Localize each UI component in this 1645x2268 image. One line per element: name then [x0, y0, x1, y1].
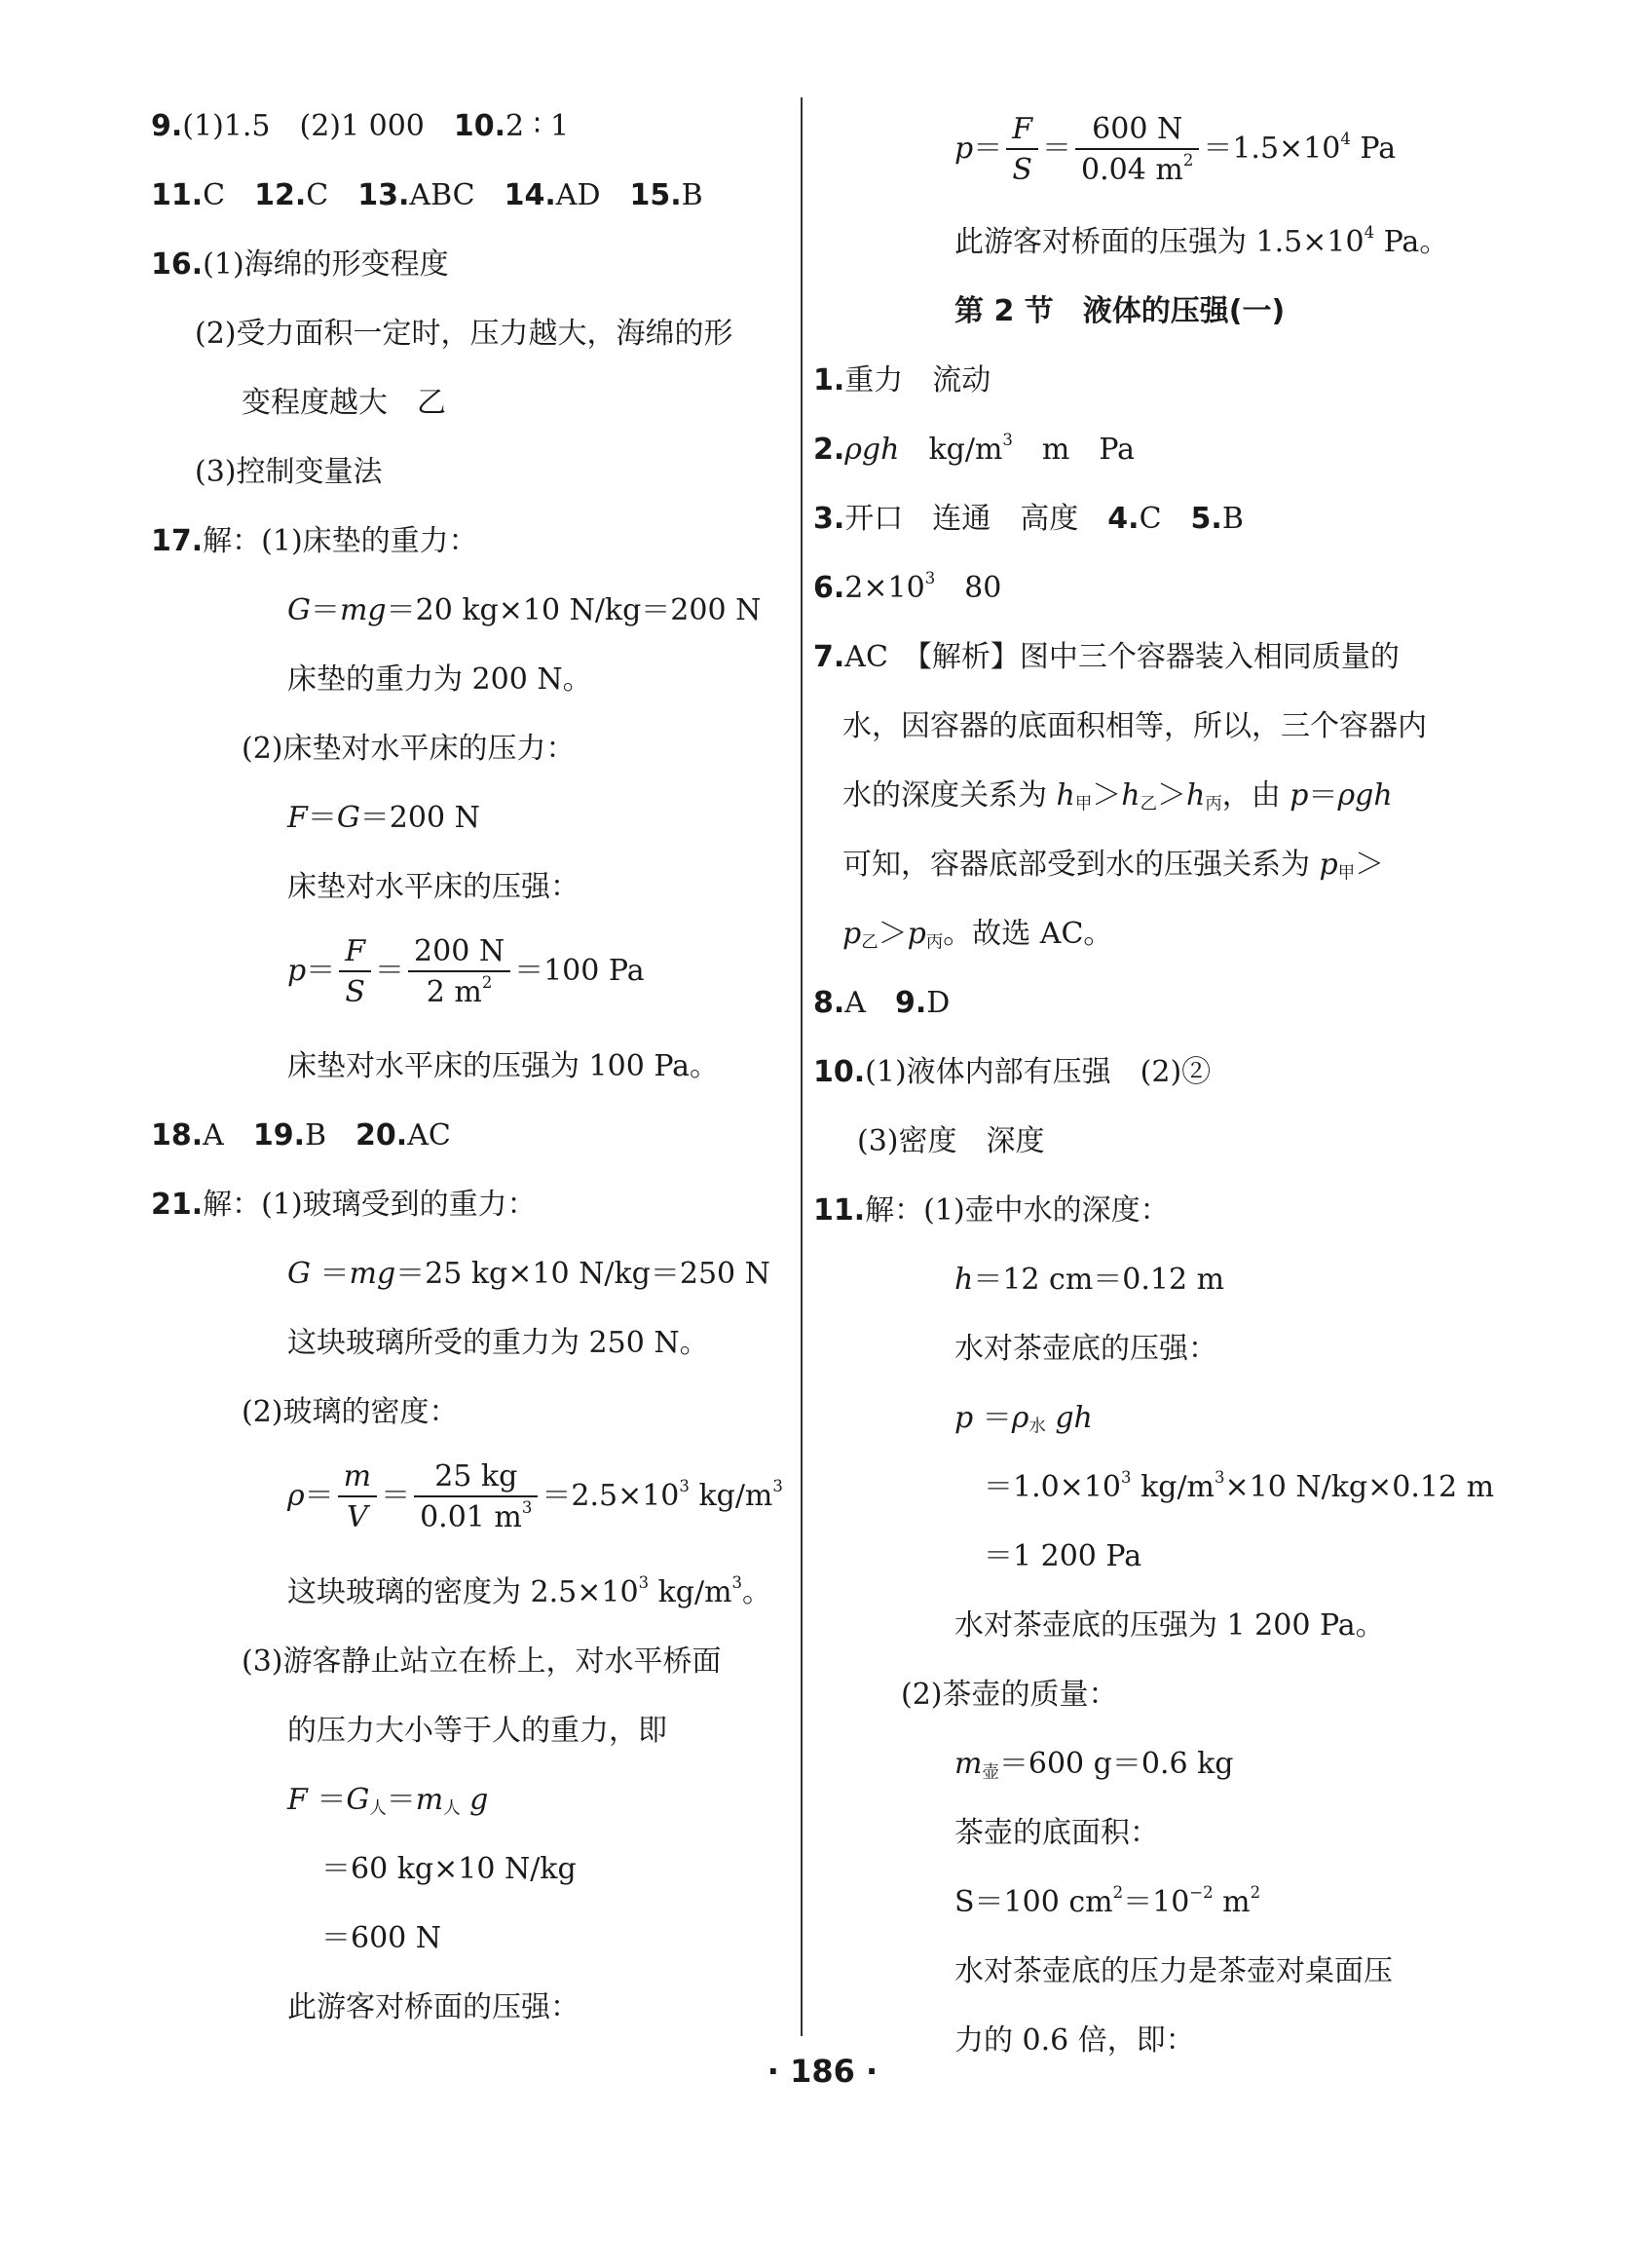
answer-3-5: 3.开口 连通 高度 4.C 5.B [813, 502, 1244, 536]
answer-7: 7.AC 【解析】图中三个容器装入相同质量的 [813, 640, 1400, 674]
equation-gravity: G＝mg＝20 kg×10 N/kg＝200 N [287, 593, 762, 627]
column-divider [801, 97, 803, 2036]
equation-line: ＝1 200 Pa [984, 1539, 1142, 1573]
equation-bridge-pressure: p＝ $\frac{F}{S}$ ＝ $\frac{600 N}{0.04 m^2}$ $=1.5\times 10^4$ Pa [954, 112, 1397, 187]
text-line: 茶壶的底面积： [954, 1816, 1159, 1850]
page-number: · 186 · [766, 2053, 879, 2090]
answer-16-part2: (2)受力面积一定时，压力越大，海绵的形 [195, 317, 733, 351]
equation-area: S＝100 $cm^2=10^{-2}$ $m^2$ [954, 1882, 1261, 1919]
answer-21: 21.解：(1)玻璃受到的重力： [151, 1188, 537, 1222]
equation-line: $=1.0\times 10^3$ $kg/m^3\times 10$ N/kg×0.12 m [984, 1467, 1495, 1504]
text-line: 这块玻璃所受的重力为 250 N。 [287, 1326, 709, 1360]
equation-line: ＝60 kg×10 N/kg [321, 1852, 577, 1886]
text-line: 可知，容器底部受到水的压强关系为 $p_甲>$ [842, 848, 1385, 884]
text-line: 的压力大小等于人的重力，即 [287, 1714, 667, 1748]
equation-liquid-pressure: $p =\rho_水$ gh [954, 1401, 1093, 1437]
text-line: 床垫的重力为 200 N。 [287, 662, 592, 697]
answer-1: 1.重力 流动 [813, 363, 991, 397]
equation-pressure-fraction: p＝ $\frac{F}{S}$ ＝ $\frac{200 N}{2 m^2}$ ＝100 Pa [287, 934, 645, 1009]
answer-18-20: 18.A 19.B 20.AC [151, 1118, 451, 1153]
answer-11-15: 11.C 12.C 13.ABC 14.AD 15.B [151, 178, 703, 212]
answer-10-part3: (3)密度 深度 [857, 1124, 1045, 1158]
equation-mass: $m_壶=600$ g＝0.6 kg [954, 1747, 1234, 1783]
equation-line: ＝600 N [321, 1921, 442, 1955]
text-line: (3)游客静止站立在桥上，对水平桥面 [242, 1644, 722, 1679]
text-line: 床垫对水平床的压强为 100 Pa。 [287, 1049, 720, 1083]
answer-11: 11.解：(1)壶中水的深度： [813, 1193, 1170, 1228]
text-line: 这块玻璃的密度为 $2.5\times 10^3$ $kg/m^3$。 [287, 1572, 772, 1609]
text-line: 力的 0.6 倍，即： [954, 2023, 1195, 2058]
text-line: 此游客对桥面的压强为 $1.5\times 10^4$ Pa。 [954, 222, 1449, 259]
answer-8-9: 8.A 9.D [813, 986, 951, 1020]
answer-10: 10.(1)液体内部有压强 (2)② [813, 1055, 1212, 1089]
text-line: 水对茶壶底的压力是茶壶对桌面压 [954, 1954, 1393, 1988]
text-line: 水对茶壶底的压强为 1 200 Pa。 [954, 1608, 1385, 1643]
equation-force: F＝G＝200 N [287, 801, 480, 835]
answer-16-part2-cont: 变程度越大 乙 [242, 386, 446, 420]
answer-16-part3: (3)控制变量法 [195, 455, 383, 489]
text-line: $p_乙>p_丙$。故选 AC。 [842, 917, 1113, 953]
answer-6: $6.2\times 10^3$ 80 [813, 568, 1002, 605]
text-line: 水的深度关系为 $h_甲>h_乙>h_丙$，由 p＝ρgh [842, 778, 1393, 814]
text-line: 水对茶壶底的压强： [954, 1332, 1217, 1366]
section-heading: 第 2 节 液体的压强(一) [954, 294, 1286, 328]
equation-density-fraction: ρ＝ $\frac{m}{V}$ ＝ $\frac{25 kg}{0.01 m^3}$ $=2.5\times 10^3$ $kg/m^3$ [287, 1459, 783, 1534]
text-line: (2)床垫对水平床的压力： [242, 732, 576, 766]
text-line: 此游客对桥面的压强： [287, 1990, 579, 2024]
text-line: 水，因容器的底面积相等，所以，三个容器内 [842, 709, 1427, 743]
answer-2: 2.ρgh $kg/m^3$ m Pa [813, 430, 1136, 467]
answer-9-10: 9.(1)1.5 (2)1 000 10.2 ∶ 1 [151, 109, 570, 143]
equation-glass-gravity: G ＝mg＝25 kg×10 N/kg＝250 N [287, 1257, 770, 1291]
answer-17: 17.解：(1)床垫的重力： [151, 524, 478, 558]
text-line: 床垫对水平床的压强： [287, 870, 579, 904]
text-line: (2)茶壶的质量： [901, 1678, 1118, 1712]
text-line: (2)玻璃的密度： [242, 1395, 459, 1429]
answer-16: 16.(1)海绵的形变程度 [151, 247, 449, 282]
equation-person-force: $F =G_人=m_人$ g [287, 1783, 489, 1819]
equation-depth: h＝12 cm＝0.12 m [954, 1263, 1225, 1297]
